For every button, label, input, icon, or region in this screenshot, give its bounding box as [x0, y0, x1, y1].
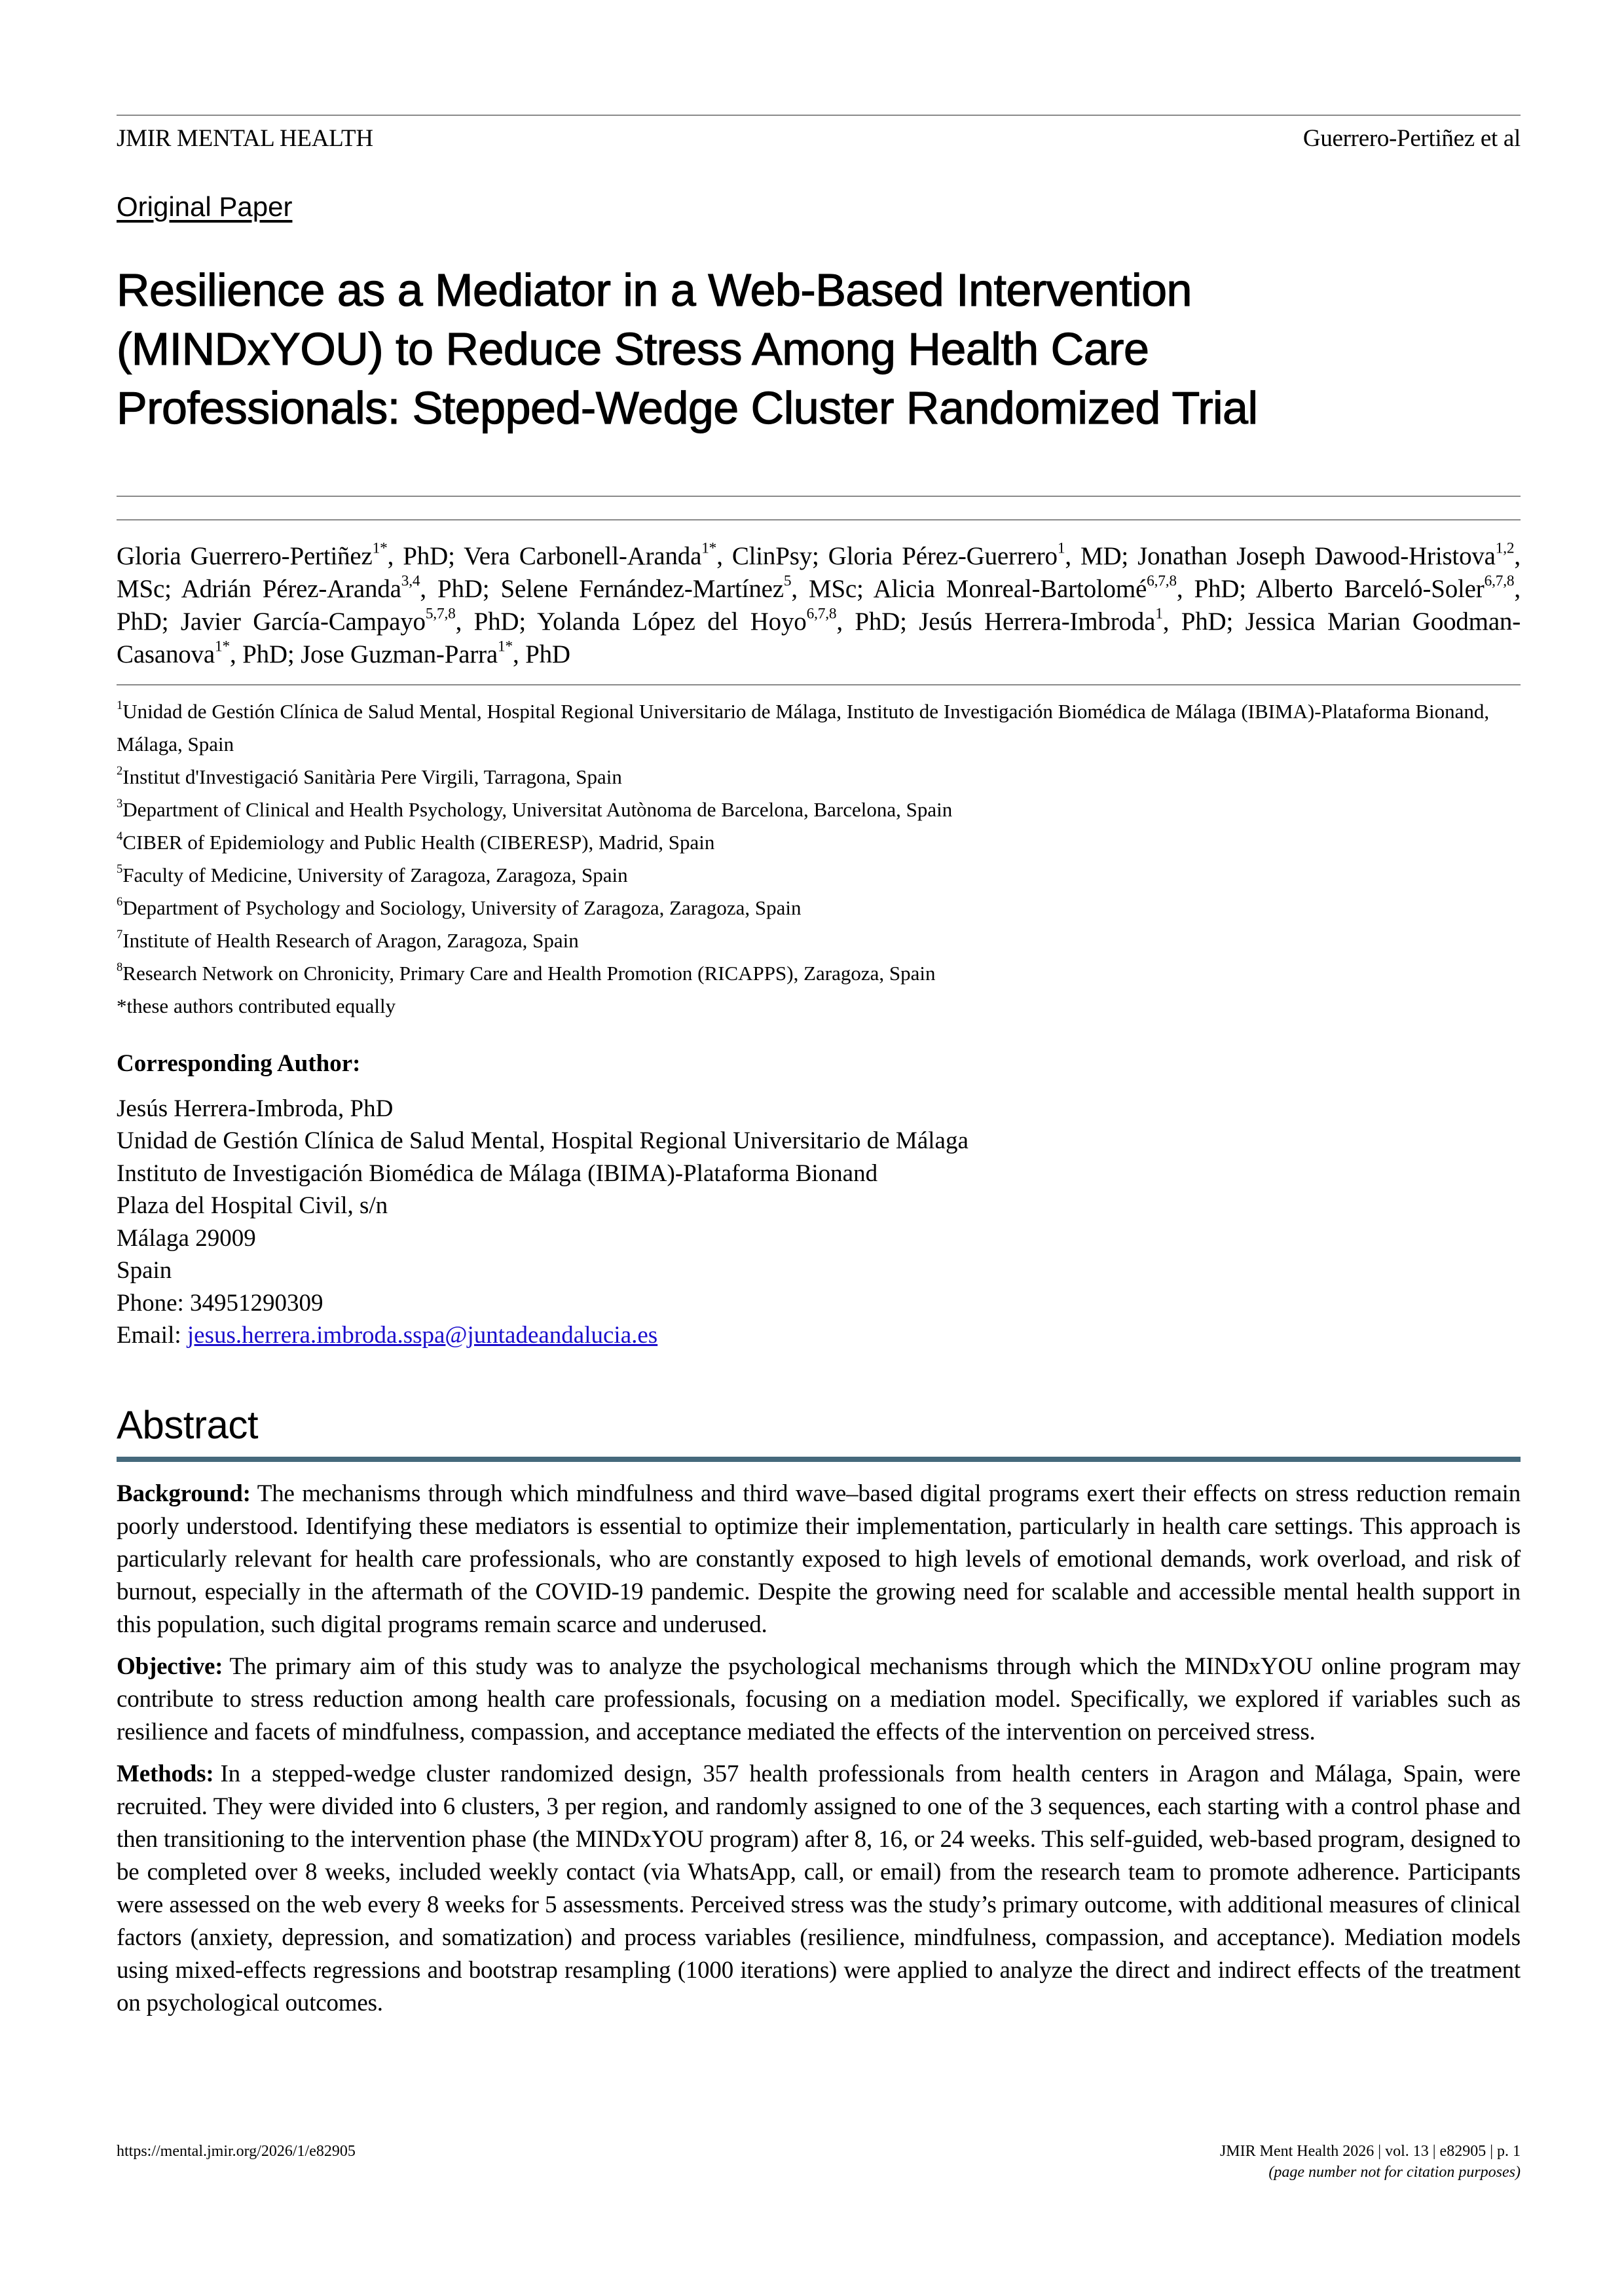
author: Jonathan Joseph Dawood-Hristova$^{1,2}$, MSc; [117, 539, 1521, 603]
corresponding-author-heading: Corresponding Author: [117, 1050, 361, 1077]
author: Vera Carbonell-Aranda$^{1*}$, ClinPsy; [464, 539, 828, 570]
affiliation: $^5$Faculty of Medicine, University of Zaragoza, Zaragoza, Spain [117, 862, 628, 886]
author: Javier García-Campayo$^{5,7,8}$, PhD; [180, 605, 538, 636]
title-line-1: Resilience as a Mediator in a Web-Based Intervention [117, 264, 1192, 316]
address-line: Plaza del Hospital Civil, s/n [117, 1192, 388, 1219]
journal-name: JMIR MENTAL HEALTH [117, 125, 373, 152]
title-rule-1 [117, 496, 1521, 497]
header-rule [117, 115, 1521, 116]
equal-contribution-note: *these authors contributed equally [117, 994, 396, 1017]
abstract-objective: Objective: The primary aim of this study was to analyze the psychological mechanisms through which the MINDxYOU online program may contribute to stress reduction among health care professionals, focusing on a mediation model. Specifically, we explored if variables such as resilience and facets of mindfulness, compassion, and acceptance mediated the effects of the intervention on perceived stress. [117, 1653, 1521, 1745]
author-list [117, 540, 1521, 671]
footer-note: (page number not for citation purposes) [1268, 2164, 1521, 2181]
affiliation: $^7$Institute of Health Research of Aragon, Zaragoza, Spain [117, 928, 579, 952]
abstract-background: Background: The mechanisms through which mindfulness and third wave–based digital programs exert their effects on stress reduction remain poorly understood. Identifying these mediators is essential to optimize their implementation, particularly in health care settings. This approach is particularly relevant for health care professionals, who are constantly exposed to high levels of emotional demands, work overload, and risk of burnout, especially in the aftermath of the COVID-19 pandemic. Despite the growing need for scalable and accessible mental health support in this population, such digital programs remain scarce and underused. [117, 1480, 1521, 1638]
author: Yolanda López del Hoyo$^{6,7,8}$, PhD; [537, 605, 919, 636]
running-author: Guerrero-Pertiñez et al [1302, 125, 1521, 152]
author: Gloria Pérez-Guerrero$^1$, MD; [828, 539, 1138, 570]
abstract-body [117, 1478, 1521, 2029]
corresponding-author-name: Jesús Herrera-Imbroda, PhD [117, 1095, 394, 1122]
email-link[interactable]: jesus.herrera.imbroda.sspa@juntadeandalucia.es [187, 1322, 658, 1349]
author: Jose Guzman-Parra$^{1*}$, PhD [301, 638, 570, 668]
affiliation: $^3$Department of Clinical and Health Psychology, Universitat Autònoma de Barcelona, Barcelona, Spain [117, 797, 953, 821]
section-label: Methods: [117, 1760, 214, 1787]
section-label: Objective: [117, 1653, 223, 1680]
running-header [117, 124, 1521, 153]
affiliation: $^8$Research Network on Chronicity, Primary Care and Health Promotion (RICAPPS), Zaragoza, Spain [117, 960, 936, 985]
footer-citation: JMIR Ment Health 2026 | vol. 13 | e82905 | p. 1 [1219, 2143, 1521, 2160]
title-line-3: Professionals: Stepped-Wedge Cluster Randomized Trial [117, 382, 1258, 433]
author: Adrián Pérez-Aranda$^{3,4}$, PhD; [181, 572, 501, 603]
author: Selene Fernández-Martínez$^5$, MSc; [500, 572, 874, 603]
phone: Phone: 34951290309 [117, 1289, 323, 1317]
article-type: Original Paper [117, 191, 293, 222]
email: Email: jesus.herrera.imbroda.sspa@juntadeandalucia.es [117, 1322, 658, 1349]
author: Jessica Marian Goodman-Casanova$^{1*}$, PhD; [117, 608, 1521, 668]
affiliation: $^2$Institut d'Investigació Sanitària Pere Virgili, Tarragona, Spain [117, 764, 622, 788]
address-line: Spain [117, 1257, 172, 1284]
author: Gloria Guerrero-Pertiñez$^{1*}$, PhD; [117, 539, 464, 570]
author: Jesús Herrera-Imbroda$^1$, PhD; [919, 605, 1246, 636]
affiliation-list [117, 695, 1521, 1023]
address-line: Unidad de Gestión Clínica de Salud Mental, Hospital Regional Universitario de Málaga [117, 1127, 969, 1154]
affiliation: $^6$Department of Psychology and Sociology, University of Zaragoza, Zaragoza, Spain [117, 895, 802, 919]
abstract-heading: Abstract [117, 1403, 259, 1447]
title-rule-2 [117, 519, 1521, 520]
phone-number: 34951290309 [190, 1289, 323, 1317]
paper-title [117, 261, 1521, 437]
affiliation: $^4$CIBER of Epidemiology and Public Health (CIBERESP), Madrid, Spain [117, 829, 715, 854]
abstract-methods: Methods: In a stepped-wedge cluster randomized design, 357 health professionals from health centers in Aragon and Málaga, Spain, were recruited. They were divided into 6 clusters, 3 per region, and randomly assigned to one of the 3 sequences, each starting with a control phase and then transitioning to the intervention phase (the MINDxYOU program) after 8, 16, or 24 weeks. This self-guided, web-based program, designed to be completed over 8 weeks, included weekly contact (via WhatsApp, call, or email) from the research team to promote adherence. Participants were assessed on the web every 8 weeks for 5 assessments. Perceived stress was the study’s primary outcome, with additional measures of clinical factors (anxiety, depression, and somatization) and process variables (resilience, mindfulness, compassion, and acceptance). Mediation models using mixed-effects regressions and bootstrap resampling (1000 iterations) were applied to analyze the direct and indirect effects of the treatment on psychological outcomes. [117, 1760, 1521, 2016]
authors-rule [117, 684, 1521, 685]
address-line: Málaga 29009 [117, 1224, 256, 1252]
footer-url[interactable]: https://mental.jmir.org/2026/1/e82905 [117, 2143, 356, 2160]
address-line: Instituto de Investigación Biomédica de Málaga (IBIMA)-Plataforma Bionand [117, 1159, 878, 1187]
abstract-rule [117, 1457, 1521, 1462]
title-line-2: (MINDxYOU) to Reduce Stress Among Health Care [117, 323, 1149, 374]
author: Alicia Monreal-Bartolomé$^{6,7,8}$, PhD; [873, 572, 1256, 603]
footer-citation-block [1220, 2141, 1521, 2183]
section-label: Background: [117, 1480, 251, 1507]
author: Alberto Barceló-Soler$^{6,7,8}$, PhD; [117, 572, 1521, 636]
corresponding-author [117, 1048, 1521, 1352]
affiliation: $^1$Unidad de Gestión Clínica de Salud Mental, Hospital Regional Universitario de Málaga, Instituto de Investigación Biomédica de Málaga (IBIMA)-Plataforma Bionand, Málaga, Spain [117, 699, 1490, 756]
